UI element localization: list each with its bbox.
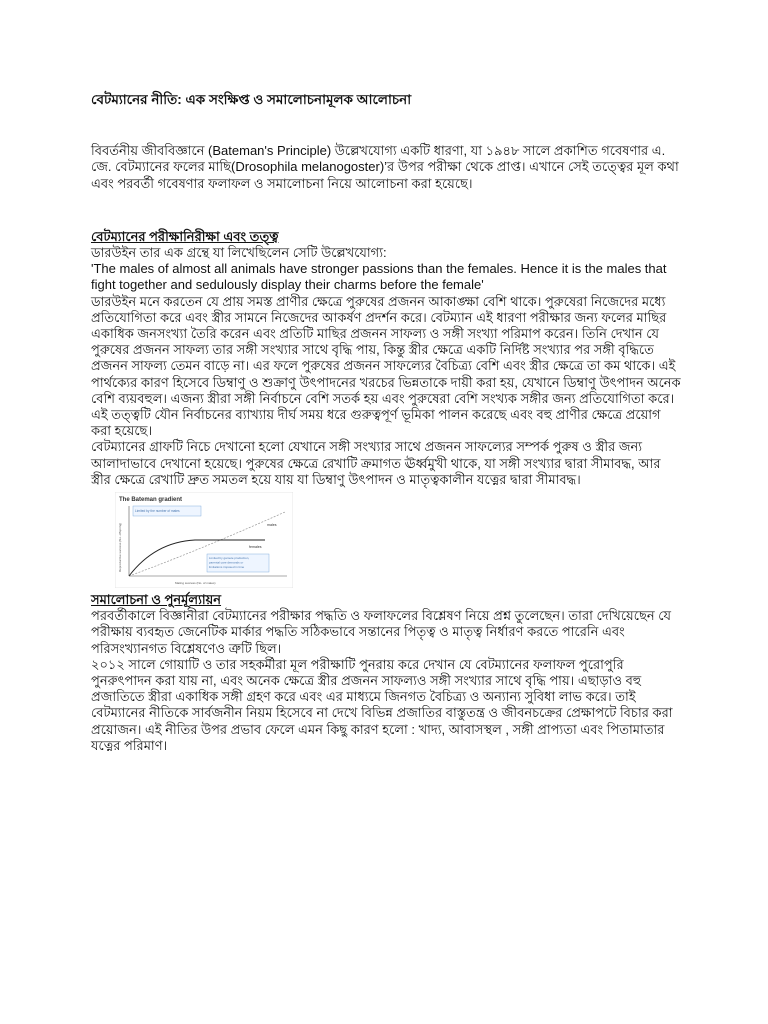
section-lead: ডারউইন তার এক গ্রন্থে যা লিখেছিলেন সেটি উল্লেখযোগ্য:	[91, 245, 387, 261]
y-axis-label: Reproductive success (No. offspring)	[118, 522, 122, 573]
intro-paragraph: বিবর্তনীয় জীববিজ্ঞানে (Bateman's Principle) উল্লেখযোগ্য একটি ধারণা, যা ১৯৪৮ সালে প্রকাশিত গবেষণার এ. জে. বেটম্যানের ফলের মাছি(Drosophila melanogoster)’র উপর পরীক্ষা থেকে প্রাপ্ত। এখানে সেই তত্ত্বের মূল কথা এবং পরবর্তী গবেষণার ফলাফল ও সমালোচনা নিয়ে আলোচনা করা হয়েছে।	[91, 143, 679, 191]
figure-title: The Bateman gradient	[119, 497, 183, 504]
document-title: বেটম্যানের নীতি: এক সংক্ষিপ্ত ও সমালোচনামূলক আলোচনা	[91, 92, 412, 107]
darwin-quote: 'The males of almost all animals have stronger passions than the females. Hence it is the males that fight together and sedulously display their charms before the female'	[91, 261, 667, 293]
criticism-paragraph-1: পরবর্তীকালে বিজ্ঞানীরা বেটম্যানের পরীক্ষার পদ্ধতি ও ফলাফলের বিশ্লেষণ নিয়ে প্রশ্ন তুলেছেন। তারা দেখিয়েছেন যে পরীক্ষায় ব্যবহৃত জেনেটিক মার্কার পদ্ধতি সঠিকভাবে সন্তানের পিতৃত্ব ও মাতৃত্ব নির্ধারণ করতে পারেনি এবং পরিসংখ্যানগত বিশ্লেষণেও ত্রুটি ছিল।	[91, 608, 671, 656]
female-annotation-line-3: limitations imposed in time	[209, 565, 245, 570]
female-annotation-line-2: parental care demands or	[209, 560, 244, 565]
criticism-paragraph-2: ২০১২ সালে গোয়াটি ও তার সহকর্মীরা মূল পরীক্ষাটি পুনরায় করে দেখান যে বেটম্যানের ফলাফল পুরোপুরি পুনরুৎপাদন করা যায় না, এবং অনেক ক্ষেত্রে স্ত্রীর প্রজনন সাফল্যও সঙ্গী সংখ্যার সাথে বৃদ্ধি পায়। এছাড়াও বহু প্রজাতিতে স্ত্রীরা একাধিক সঙ্গী গ্রহণ করে এবং এর মাধ্যমে জিনগত বৈচিত্র্য ও অন্যান্য সুবিধা লাভ করে। তাই বেটম্যানের নীতিকে সার্বজনীন নিয়ম হিসেবে না দেখে বিভিন্ন প্রজাতির বাস্তুতন্ত্র ও জীবনচক্রের প্রেক্ষাপটে বিচার করা প্রয়োজন। এই নীতির উপর প্রভাব ফেলে এমন কিছু কারণ হলো : খাদ্য, আবাসস্থল , সঙ্গী প্রাপ্যতা এবং পিতামাতার যত্নের পরিমাণ।	[91, 656, 673, 753]
section-body-paragraph-2: বেটম্যানের গ্রাফটি নিচে দেখানো হলো যেখানে সঙ্গী সংখ্যার সাথে প্রজনন সাফল্যের সম্পর্ক পুরুষ ও স্ত্রীর জন্য আলাদাভাবে দেখানো হয়েছে। পুরুষের ক্ষেত্রে রেখাটি ক্রমাগত ঊর্ধ্বমুখী থাকে, যা সঙ্গী সংখ্যার দ্বারা সীমাবদ্ধ, আর স্ত্রীর ক্ষেত্রে রেখাটি দ্রুত সমতল হয়ে যায় যা ডিম্বাণু উৎপাদন ও মাতৃত্বকালীন যত্নের দ্বারা সীমাবদ্ধ।	[91, 439, 661, 487]
section-heading-experiment: বেটম্যানের পরীক্ষানিরীক্ষা এবং তত্ত্ব	[91, 228, 279, 244]
female-annotation-line-1: Limited by gamete production,	[209, 556, 250, 561]
document-body	[91, 92, 681, 754]
male-annotation: Limited by the number of mates	[135, 509, 180, 514]
section-body-paragraph: ডারউইন মনে করতেন যে প্রায় সমস্ত প্রাণীর ক্ষেত্রে পুরুষের প্রজনন আকাঙ্ক্ষা বেশি থাকে। পুরুষেরা নিজেদের মধ্যে প্রতিযোগিতা করে এবং স্ত্রীর সামনে নিজেদের আকর্ষণ প্রদর্শন করে। বেটম্যান এই ধারণা পরীক্ষার জন্য ফলের মাছির একাধিক জনসংখ্যা তৈরি করেন এবং প্রতিটি মাছির প্রজনন সাফল্য ও সঙ্গী সংখ্যা পরিমাপ করেন। তিনি দেখান যে পুরুষের প্রজনন সাফল্য তার সঙ্গী সংখ্যার সাথে বৃদ্ধি পায়, কিন্তু স্ত্রীর ক্ষেত্রে একটি নির্দিষ্ট সংখ্যার পর সঙ্গী বৃদ্ধিতে প্রজনন সাফল্য তেমন বাড়ে না। এর ফলে পুরুষের প্রজনন সাফল্যের বৈচিত্র্য বেশি এবং স্ত্রীর ক্ষেত্রে তা কম থাকে। এই পার্থক্যের কারণ হিসেবে ডিম্বাণু ও শুক্রাণু উৎপাদনের খরচের ভিন্নতাকে দায়ী করা হয়, যেখানে ডিম্বাণু উৎপাদন অনেক বেশি ব্যয়বহুল। এজন্য স্ত্রীরা সঙ্গী নির্বাচনে বেশি সতর্ক হয় এবং পুরুষেরা বেশি সংখ্যক সঙ্গীর জন্য প্রতিযোগিতা করে। এই তত্ত্বটি যৌন নির্বাচনের ব্যাখ্যায় দীর্ঘ সময় ধরে গুরুত্বপূর্ণ ভূমিকা পালন করেছে এবং বহু প্রাণীর ক্ষেত্রে প্রয়োগ করা হয়েছে।	[91, 293, 681, 439]
x-axis-label: Mating success (No. of mates)	[175, 581, 216, 586]
female-label: females	[249, 545, 262, 550]
section-heading-criticism: সমালোচনা ও পুনর্মূল্যায়ন	[91, 592, 222, 608]
male-label: males	[267, 523, 277, 528]
bateman-gradient-figure	[115, 492, 293, 588]
bateman-gradient-chart	[115, 492, 293, 588]
